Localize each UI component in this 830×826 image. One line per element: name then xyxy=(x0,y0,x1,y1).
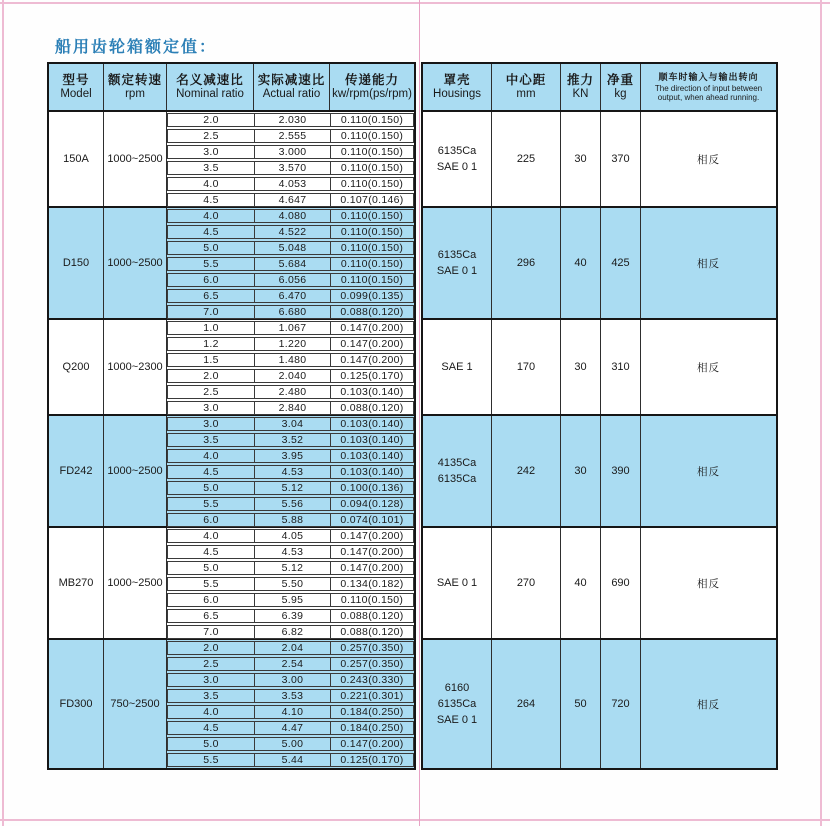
specs-section xyxy=(423,320,776,416)
thrust-cell: 30 xyxy=(561,112,601,206)
direction-cell xyxy=(641,640,776,768)
housings-line: 6160 xyxy=(444,682,470,694)
ratio-row xyxy=(167,625,414,639)
nominal-ratio-cell: 4.0 xyxy=(203,706,219,718)
capacity-cell: 0.103(0.140) xyxy=(330,418,413,430)
ratio-row xyxy=(167,225,414,239)
ratio-row xyxy=(167,273,414,287)
actual-ratio-cell: 4.10 xyxy=(254,706,330,718)
ratio-row xyxy=(167,305,414,319)
page-title: 船用齿轮箱额定值： xyxy=(55,37,218,56)
nominal-ratio-cell: 2.5 xyxy=(203,130,219,142)
actual-ratio-cell: 4.647 xyxy=(254,194,330,206)
capacity-cell: 0.103(0.140) xyxy=(330,450,413,462)
nominal-ratio-cell: 5.5 xyxy=(203,578,219,590)
ratio-row xyxy=(167,529,414,543)
nominal-ratio-cell: 5.0 xyxy=(203,482,219,494)
rpm-cell: 1000~2500 xyxy=(104,528,167,638)
ratio-row xyxy=(167,161,414,175)
direction-cell xyxy=(641,112,776,206)
housings-line: SAE 0 1 xyxy=(436,265,478,277)
actual-ratio-cell: 1.067 xyxy=(254,322,330,334)
nominal-ratio-cell: 5.0 xyxy=(203,242,219,254)
model-section xyxy=(49,416,414,528)
actual-ratio-cell: 3.52 xyxy=(254,434,330,446)
ratio-rows-strip xyxy=(167,416,414,526)
model-section xyxy=(49,208,414,320)
nominal-ratio-cell: 4.0 xyxy=(203,178,219,190)
direction-text: 相反 xyxy=(697,257,720,270)
model-cell: FD300 xyxy=(49,640,104,768)
actual-ratio-cell: 5.00 xyxy=(254,738,330,750)
guide-line-right xyxy=(820,0,822,826)
ratio-row xyxy=(167,289,414,303)
actual-ratio-cell: 3.04 xyxy=(254,418,330,430)
header-thrust: 推力 KN xyxy=(561,64,601,110)
nominal-ratio-cell: 5.5 xyxy=(203,498,219,510)
guide-line-left xyxy=(2,0,4,826)
actual-ratio-cell: 6.680 xyxy=(254,306,330,318)
specs-section xyxy=(423,640,776,768)
capacity-cell: 0.147(0.200) xyxy=(330,546,413,558)
ratio-row xyxy=(167,561,414,575)
center-distance-cell: 296 xyxy=(492,208,561,318)
capacity-cell: 0.147(0.200) xyxy=(330,530,413,542)
housings-line: 4135Ca xyxy=(437,457,477,469)
actual-ratio-cell: 5.048 xyxy=(254,242,330,254)
actual-ratio-cell: 5.44 xyxy=(254,754,330,766)
actual-ratio-cell: 3.00 xyxy=(254,674,330,686)
rpm-cell: 1000~2300 xyxy=(104,320,167,414)
nominal-ratio-cell: 3.5 xyxy=(203,434,219,446)
capacity-cell: 0.110(0.150) xyxy=(330,114,413,126)
weight-cell: 310 xyxy=(601,320,641,414)
actual-ratio-cell: 5.12 xyxy=(254,562,330,574)
capacity-cell: 0.184(0.250) xyxy=(330,722,413,734)
model-section xyxy=(49,112,414,208)
actual-ratio-cell: 2.555 xyxy=(254,130,330,142)
model-section xyxy=(49,528,414,640)
nominal-ratio-cell: 3.0 xyxy=(203,402,219,414)
thrust-cell: 50 xyxy=(561,640,601,768)
nominal-ratio-cell: 3.0 xyxy=(203,674,219,686)
ratio-row xyxy=(167,721,414,735)
capacity-cell: 0.088(0.120) xyxy=(330,626,413,638)
model-cell: D150 xyxy=(49,208,104,318)
ratio-row xyxy=(167,753,414,767)
ratio-row xyxy=(167,497,414,511)
capacity-cell: 0.094(0.128) xyxy=(330,498,413,510)
ratio-row xyxy=(167,641,414,655)
guide-line-bottom xyxy=(0,819,830,821)
ratio-row xyxy=(167,737,414,751)
housings-cell xyxy=(423,208,492,318)
actual-ratio-cell: 4.522 xyxy=(254,226,330,238)
ratio-row xyxy=(167,465,414,479)
direction-cell xyxy=(641,208,776,318)
capacity-cell: 0.110(0.150) xyxy=(330,274,413,286)
actual-ratio-cell: 2.04 xyxy=(254,642,330,654)
specs-section xyxy=(423,416,776,528)
actual-ratio-cell: 1.220 xyxy=(254,338,330,350)
ratio-row xyxy=(167,481,414,495)
capacity-cell: 0.110(0.150) xyxy=(330,242,413,254)
direction-text: 相反 xyxy=(697,698,720,711)
ratio-rows-strip xyxy=(167,208,414,318)
nominal-ratio-cell: 4.5 xyxy=(203,226,219,238)
header-actual-ratio: 实际减速比 Actual ratio xyxy=(254,64,330,110)
ratio-row xyxy=(167,433,414,447)
nominal-ratio-cell: 1.5 xyxy=(203,354,219,366)
ratio-row xyxy=(167,129,414,143)
nominal-ratio-cell: 4.5 xyxy=(203,194,219,206)
housings-cell xyxy=(423,528,492,638)
nominal-ratio-cell: 4.0 xyxy=(203,210,219,222)
capacity-cell: 0.110(0.150) xyxy=(330,210,413,222)
ratio-row xyxy=(167,577,414,591)
thrust-cell: 30 xyxy=(561,320,601,414)
direction-cell xyxy=(641,416,776,526)
ratio-row xyxy=(167,657,414,671)
housings-line: 6135Ca xyxy=(437,249,477,261)
ratio-row xyxy=(167,689,414,703)
capacity-cell: 0.147(0.200) xyxy=(330,562,413,574)
nominal-ratio-cell: 4.5 xyxy=(203,722,219,734)
nominal-ratio-cell: 5.0 xyxy=(203,562,219,574)
actual-ratio-cell: 2.54 xyxy=(254,658,330,670)
header-housings: 罩壳 Housings xyxy=(423,64,492,110)
nominal-ratio-cell: 2.0 xyxy=(203,114,219,126)
actual-ratio-cell: 3.000 xyxy=(254,146,330,158)
capacity-cell: 0.257(0.350) xyxy=(330,658,413,670)
nominal-ratio-cell: 5.0 xyxy=(203,738,219,750)
thrust-cell: 40 xyxy=(561,528,601,638)
rpm-cell: 750~2500 xyxy=(104,640,167,768)
ratios-table-header xyxy=(49,64,414,112)
actual-ratio-cell: 4.53 xyxy=(254,546,330,558)
ratio-row xyxy=(167,337,414,351)
model-cell: MB270 xyxy=(49,528,104,638)
capacity-cell: 0.147(0.200) xyxy=(330,322,413,334)
housings-line: SAE 1 xyxy=(441,361,473,373)
center-distance-cell: 170 xyxy=(492,320,561,414)
nominal-ratio-cell: 5.5 xyxy=(203,754,219,766)
ratio-row xyxy=(167,417,414,431)
ratio-row xyxy=(167,593,414,607)
nominal-ratio-cell: 5.5 xyxy=(203,258,219,270)
actual-ratio-cell: 1.480 xyxy=(254,354,330,366)
ratio-rows-strip xyxy=(167,320,414,414)
specs-section xyxy=(423,208,776,320)
ratio-row xyxy=(167,385,414,399)
actual-ratio-cell: 3.95 xyxy=(254,450,330,462)
header-weight: 净重 kg xyxy=(601,64,641,110)
actual-ratio-cell: 2.030 xyxy=(254,114,330,126)
ratio-row xyxy=(167,545,414,559)
nominal-ratio-cell: 2.0 xyxy=(203,370,219,382)
thrust-cell: 40 xyxy=(561,208,601,318)
ratio-row xyxy=(167,369,414,383)
capacity-cell: 0.074(0.101) xyxy=(330,514,413,526)
capacity-cell: 0.257(0.350) xyxy=(330,642,413,654)
header-model: 型号 Model xyxy=(49,64,104,110)
ratio-row xyxy=(167,449,414,463)
header-rpm: 额定转速 rpm xyxy=(104,64,167,110)
housings-cell xyxy=(423,416,492,526)
ratio-row xyxy=(167,705,414,719)
rpm-cell: 1000~2500 xyxy=(104,416,167,526)
capacity-cell: 0.125(0.170) xyxy=(330,754,413,766)
capacity-cell: 0.110(0.150) xyxy=(330,146,413,158)
model-section xyxy=(49,640,414,768)
nominal-ratio-cell: 1.2 xyxy=(203,338,219,350)
capacity-cell: 0.110(0.150) xyxy=(330,162,413,174)
ratio-rows-strip xyxy=(167,112,414,206)
rpm-cell: 1000~2500 xyxy=(104,208,167,318)
nominal-ratio-cell: 6.5 xyxy=(203,290,219,302)
nominal-ratio-cell: 3.5 xyxy=(203,162,219,174)
weight-cell: 720 xyxy=(601,640,641,768)
ratio-rows-strip xyxy=(167,640,414,768)
capacity-cell: 0.110(0.150) xyxy=(330,226,413,238)
direction-text: 相反 xyxy=(697,577,720,590)
ratio-row xyxy=(167,177,414,191)
capacity-cell: 0.125(0.170) xyxy=(330,370,413,382)
capacity-cell: 0.110(0.150) xyxy=(330,258,413,270)
actual-ratio-cell: 3.53 xyxy=(254,690,330,702)
ratio-row xyxy=(167,257,414,271)
actual-ratio-cell: 5.684 xyxy=(254,258,330,270)
direction-cell xyxy=(641,320,776,414)
nominal-ratio-cell: 6.5 xyxy=(203,610,219,622)
nominal-ratio-cell: 1.0 xyxy=(203,322,219,334)
header-center-distance: 中心距 mm xyxy=(492,64,561,110)
actual-ratio-cell: 2.040 xyxy=(254,370,330,382)
direction-text: 相反 xyxy=(697,153,720,166)
housings-line: SAE 0 1 xyxy=(436,714,478,726)
actual-ratio-cell: 4.053 xyxy=(254,178,330,190)
ratio-row xyxy=(167,209,414,223)
guide-line-top xyxy=(0,2,830,4)
ratio-rows-strip xyxy=(167,528,414,638)
specs-table-body xyxy=(423,112,776,768)
housings-cell xyxy=(423,112,492,206)
actual-ratio-cell: 4.080 xyxy=(254,210,330,222)
capacity-cell: 0.088(0.120) xyxy=(330,402,413,414)
direction-text: 相反 xyxy=(697,361,720,374)
nominal-ratio-cell: 6.0 xyxy=(203,594,219,606)
nominal-ratio-cell: 4.0 xyxy=(203,530,219,542)
ratio-row xyxy=(167,673,414,687)
actual-ratio-cell: 6.470 xyxy=(254,290,330,302)
nominal-ratio-cell: 4.0 xyxy=(203,450,219,462)
weight-cell: 690 xyxy=(601,528,641,638)
nominal-ratio-cell: 4.5 xyxy=(203,466,219,478)
capacity-cell: 0.147(0.200) xyxy=(330,338,413,350)
actual-ratio-cell: 5.56 xyxy=(254,498,330,510)
capacity-cell: 0.147(0.200) xyxy=(330,354,413,366)
capacity-cell: 0.103(0.140) xyxy=(330,434,413,446)
ratio-row xyxy=(167,401,414,415)
nominal-ratio-cell: 2.5 xyxy=(203,386,219,398)
actual-ratio-cell: 2.480 xyxy=(254,386,330,398)
ratio-row xyxy=(167,241,414,255)
capacity-cell: 0.110(0.150) xyxy=(330,594,413,606)
ratios-table xyxy=(47,62,416,770)
specs-table xyxy=(421,62,778,770)
center-distance-cell: 270 xyxy=(492,528,561,638)
weight-cell: 370 xyxy=(601,112,641,206)
capacity-cell: 0.107(0.146) xyxy=(330,194,413,206)
header-capacity: 传递能力 kw/rpm(ps/rpm) xyxy=(332,72,412,100)
ratio-row xyxy=(167,113,414,127)
capacity-cell: 0.100(0.136) xyxy=(330,482,413,494)
nominal-ratio-cell: 4.5 xyxy=(203,546,219,558)
housings-line: 6135Ca xyxy=(437,145,477,157)
nominal-ratio-cell: 6.0 xyxy=(203,274,219,286)
actual-ratio-cell: 4.53 xyxy=(254,466,330,478)
actual-ratio-cell: 2.840 xyxy=(254,402,330,414)
ratio-row xyxy=(167,145,414,159)
actual-ratio-cell: 5.12 xyxy=(254,482,330,494)
model-cell: Q200 xyxy=(49,320,104,414)
capacity-cell: 0.147(0.200) xyxy=(330,738,413,750)
specs-section xyxy=(423,528,776,640)
ratios-table-body xyxy=(49,112,414,768)
capacity-cell: 0.103(0.140) xyxy=(330,466,413,478)
capacity-cell: 0.134(0.182) xyxy=(330,578,413,590)
housings-cell xyxy=(423,640,492,768)
housings-line: 6135Ca xyxy=(437,473,477,485)
center-crop-line xyxy=(419,0,420,826)
actual-ratio-cell: 6.39 xyxy=(254,610,330,622)
thrust-cell: 30 xyxy=(561,416,601,526)
direction-text: 相反 xyxy=(697,465,720,478)
actual-ratio-cell: 4.05 xyxy=(254,530,330,542)
actual-ratio-cell: 5.50 xyxy=(254,578,330,590)
nominal-ratio-cell: 3.5 xyxy=(203,690,219,702)
capacity-cell: 0.088(0.120) xyxy=(330,610,413,622)
capacity-cell: 0.110(0.150) xyxy=(330,178,413,190)
specs-table-header xyxy=(423,64,776,112)
capacity-cell: 0.221(0.301) xyxy=(330,690,413,702)
actual-ratio-cell: 3.570 xyxy=(254,162,330,174)
direction-cell xyxy=(641,528,776,638)
actual-ratio-cell: 5.88 xyxy=(254,514,330,526)
actual-ratio-cell: 4.47 xyxy=(254,722,330,734)
actual-ratio-cell: 6.82 xyxy=(254,626,330,638)
capacity-cell: 0.103(0.140) xyxy=(330,386,413,398)
weight-cell: 425 xyxy=(601,208,641,318)
nominal-ratio-cell: 2.0 xyxy=(203,642,219,654)
capacity-cell: 0.088(0.120) xyxy=(330,306,413,318)
nominal-ratio-cell: 2.5 xyxy=(203,658,219,670)
center-distance-cell: 264 xyxy=(492,640,561,768)
header-nominal-ratio: 名义减速比 Nominal ratio xyxy=(167,64,254,110)
header-direction: 顺车时输入与输出转向 The direction of input between output, when ahead running. xyxy=(654,72,763,102)
nominal-ratio-cell: 7.0 xyxy=(203,306,219,318)
rpm-cell: 1000~2500 xyxy=(104,112,167,206)
nominal-ratio-cell: 7.0 xyxy=(203,626,219,638)
housings-line: SAE 0 1 xyxy=(436,161,478,173)
model-cell: 150A xyxy=(49,112,104,206)
model-cell: FD242 xyxy=(49,416,104,526)
housings-line: SAE 0 1 xyxy=(436,577,478,589)
ratio-row xyxy=(167,193,414,207)
ratio-row xyxy=(167,353,414,367)
actual-ratio-cell: 5.95 xyxy=(254,594,330,606)
housings-cell xyxy=(423,320,492,414)
nominal-ratio-cell: 6.0 xyxy=(203,514,219,526)
capacity-cell: 0.099(0.135) xyxy=(330,290,413,302)
ratio-row xyxy=(167,609,414,623)
specs-section xyxy=(423,112,776,208)
capacity-cell: 0.184(0.250) xyxy=(330,706,413,718)
center-distance-cell: 225 xyxy=(492,112,561,206)
ratio-row xyxy=(167,321,414,335)
model-section xyxy=(49,320,414,416)
center-distance-cell: 242 xyxy=(492,416,561,526)
nominal-ratio-cell: 3.0 xyxy=(203,418,219,430)
nominal-ratio-cell: 3.0 xyxy=(203,146,219,158)
ratio-row xyxy=(167,513,414,527)
actual-ratio-cell: 6.056 xyxy=(254,274,330,286)
weight-cell: 390 xyxy=(601,416,641,526)
capacity-cell: 0.110(0.150) xyxy=(330,130,413,142)
capacity-cell: 0.243(0.330) xyxy=(330,674,413,686)
housings-line: 6135Ca xyxy=(437,698,477,710)
